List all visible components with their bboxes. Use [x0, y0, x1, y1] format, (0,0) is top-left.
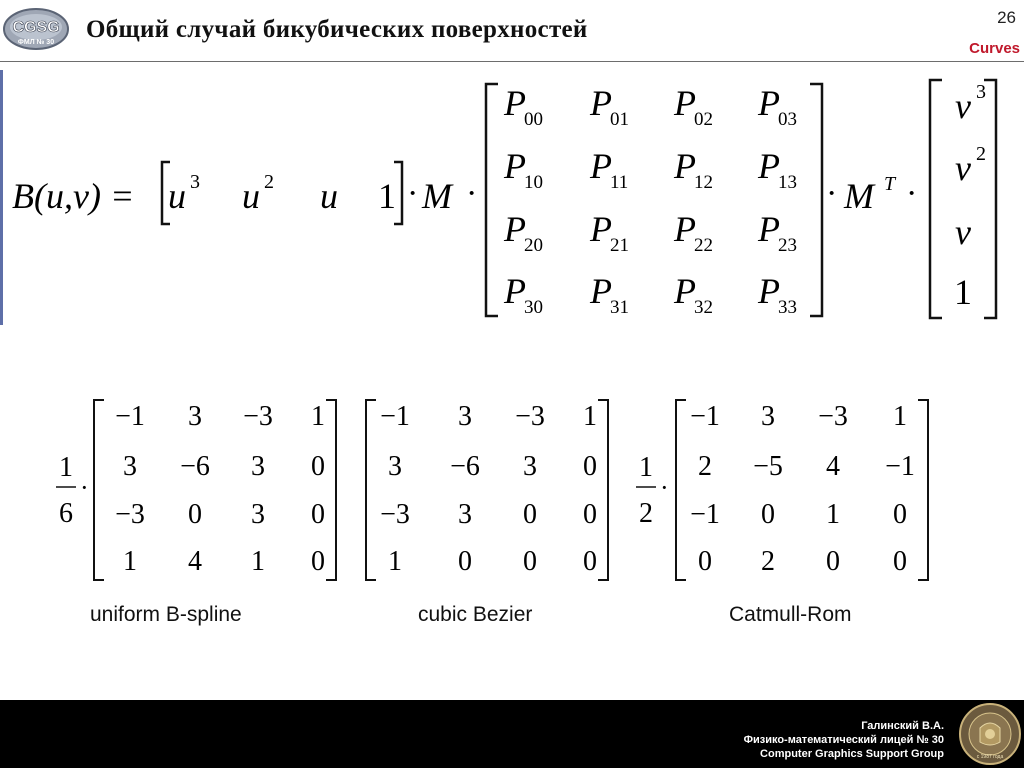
p-matrix-letter: P [674, 209, 696, 249]
matrix-left-bracket [676, 400, 686, 580]
matrix-cell: 1 [251, 546, 265, 577]
u-term: 1 [378, 176, 396, 216]
p-matrix-letter: P [674, 271, 696, 311]
matrix-cell: −5 [753, 451, 783, 482]
mt-superscript: T [884, 173, 896, 195]
p-matrix-letter: P [674, 146, 696, 186]
basis-matrix [56, 400, 336, 580]
dot-4: · [906, 175, 918, 212]
factor-dot: · [80, 473, 89, 502]
v-term: 1 [954, 272, 972, 312]
v-power: 3 [976, 81, 986, 103]
p-matrix-letter: P [504, 271, 526, 311]
matrix-cell: 1 [311, 401, 325, 432]
factor-numerator: 1 [59, 452, 73, 483]
p-matrix-letter: P [504, 209, 526, 249]
matrix-cell: 0 [893, 499, 907, 530]
matrix-cell: 3 [251, 451, 265, 482]
p-matrix-letter: P [590, 146, 612, 186]
matrix-cell: 3 [761, 401, 775, 432]
p-matrix-letter: P [758, 83, 780, 123]
logo-text: CGSG [12, 19, 60, 36]
p-matrix-subscript: 22 [694, 235, 713, 256]
matrix-cell: 1 [388, 546, 402, 577]
footer-credits [744, 719, 944, 761]
p-matrix-subscript: 12 [694, 172, 713, 193]
footer-author: Галинский В.А. [861, 720, 944, 732]
matrix-cell: 3 [188, 401, 202, 432]
matrix-cell: 2 [698, 451, 712, 482]
matrix-cell: −3 [243, 401, 273, 432]
matrix-cell: −1 [380, 401, 410, 432]
matrix-cell: 0 [826, 546, 840, 577]
p-matrix-letter: P [590, 271, 612, 311]
p-matrix-subscript: 23 [778, 235, 797, 256]
matrix-cell: 3 [458, 499, 472, 530]
matrix-cell: 2 [761, 546, 775, 577]
dot-2: · [466, 175, 478, 212]
page-title: Общий случай бикубических поверхностей [86, 16, 588, 43]
basis-matrix [636, 400, 928, 580]
p-matrix-letter: P [758, 271, 780, 311]
p-matrix-subscript: 10 [524, 172, 543, 193]
p-matrix-subscript: 03 [778, 109, 797, 130]
p-matrix-subscript: 21 [610, 235, 629, 256]
u-term: u [168, 176, 186, 216]
matrix-cell: 1 [893, 401, 907, 432]
factor-denominator: 6 [59, 498, 73, 529]
p-matrix-letter: P [590, 83, 612, 123]
u-term: u [320, 176, 338, 216]
school-seal [958, 702, 1022, 766]
v-column-left-bracket [930, 80, 942, 318]
matrix-cell: 3 [523, 451, 537, 482]
logo-subtext: ФМЛ № 30 [17, 39, 55, 46]
p-matrix-right-bracket [810, 84, 822, 316]
matrix-cell: −3 [818, 401, 848, 432]
matrix-cell: 3 [251, 499, 265, 530]
v-term: v [955, 212, 971, 252]
matrix-cell: 1 [826, 499, 840, 530]
caption-cubic-bezier: cubic Bezier [418, 603, 533, 626]
p-matrix-subscript: 33 [778, 297, 797, 318]
matrix-cell: 0 [311, 451, 325, 482]
formula-lhs: B(u,v) = [12, 176, 135, 216]
matrix-left-bracket [366, 400, 376, 580]
bicubic-formula [12, 80, 996, 318]
matrix-cell: 0 [311, 499, 325, 530]
p-matrix-subscript: 13 [778, 172, 797, 193]
matrix-cell: −6 [450, 451, 480, 482]
p-matrix-subscript: 01 [610, 109, 629, 130]
matrix-cell: 3 [123, 451, 137, 482]
caption-uniform-b-spline: uniform B-spline [90, 603, 242, 626]
factor-denominator: 2 [639, 498, 653, 529]
p-matrix-subscript: 11 [610, 172, 629, 193]
matrix-cell: 1 [583, 401, 597, 432]
matrix-cell: 4 [826, 451, 840, 482]
p-matrix-letter: P [758, 209, 780, 249]
basis-matrices [56, 400, 928, 580]
matrix-cell: −1 [690, 499, 720, 530]
matrix-cell: −3 [380, 499, 410, 530]
matrix-cell: 0 [583, 499, 597, 530]
p-matrix-letter: P [758, 146, 780, 186]
matrix-cell: 4 [188, 546, 202, 577]
mt-label: M [844, 176, 874, 216]
matrix-cell: 0 [583, 546, 597, 577]
matrix-cell: −3 [115, 499, 145, 530]
matrix-cell: 0 [311, 546, 325, 577]
v-term: v [955, 148, 971, 188]
matrix-cell: −1 [115, 401, 145, 432]
p-matrix-left-bracket [486, 84, 498, 316]
p-matrix-letter: P [504, 83, 526, 123]
p-matrix-subscript: 02 [694, 109, 713, 130]
footer-group: Computer Graphics Support Group [760, 748, 944, 760]
matrix-cell: 0 [698, 546, 712, 577]
p-matrix-subscript: 32 [694, 297, 713, 318]
matrix-cell: 0 [523, 546, 537, 577]
slide-number: 26 [997, 8, 1016, 27]
matrix-cell: 0 [583, 451, 597, 482]
matrix-cell: 0 [761, 499, 775, 530]
u-power: 3 [190, 171, 200, 193]
matrix-cell: 0 [523, 499, 537, 530]
matrix-cell: 0 [188, 499, 202, 530]
p-matrix-subscript: 00 [524, 109, 543, 130]
dot-3: · [826, 175, 838, 212]
p-matrix-subscript: 20 [524, 235, 543, 256]
p-matrix-letter: P [590, 209, 612, 249]
m-label: M [422, 176, 452, 216]
basis-matrix [366, 400, 608, 580]
matrix-cell: −1 [885, 451, 915, 482]
section-label: Curves [969, 40, 1020, 57]
footer-school: Физико-математический лицей № 30 [743, 734, 944, 746]
v-term: v [955, 86, 971, 126]
matrix-cell: 3 [458, 401, 472, 432]
v-power: 2 [976, 143, 986, 165]
matrix-cell: 3 [388, 451, 402, 482]
matrix-cell: −6 [180, 451, 210, 482]
matrix-cell: 1 [123, 546, 137, 577]
matrix-cell: 0 [458, 546, 472, 577]
matrix-right-bracket [326, 400, 336, 580]
p-matrix-subscript: 30 [524, 297, 543, 318]
p-matrix-letter: P [504, 146, 526, 186]
v-column-right-bracket [984, 80, 996, 318]
matrix-right-bracket [918, 400, 928, 580]
matrix-right-bracket [598, 400, 608, 580]
p-matrix-subscript: 31 [610, 297, 629, 318]
factor-numerator: 1 [639, 452, 653, 483]
matrix-left-bracket [94, 400, 104, 580]
p-matrix-letter: P [674, 83, 696, 123]
seal-year: с 1987 года [976, 754, 1004, 760]
caption-catmull-rom: Catmull-Rom [729, 603, 852, 626]
matrix-cell: 0 [893, 546, 907, 577]
u-term: u [242, 176, 260, 216]
matrix-cell: −3 [515, 401, 545, 432]
matrix-cell: −1 [690, 401, 720, 432]
footer-bar [0, 700, 1024, 768]
u-power: 2 [264, 171, 274, 193]
dot-1: · [407, 175, 419, 212]
factor-dot: · [660, 473, 669, 502]
